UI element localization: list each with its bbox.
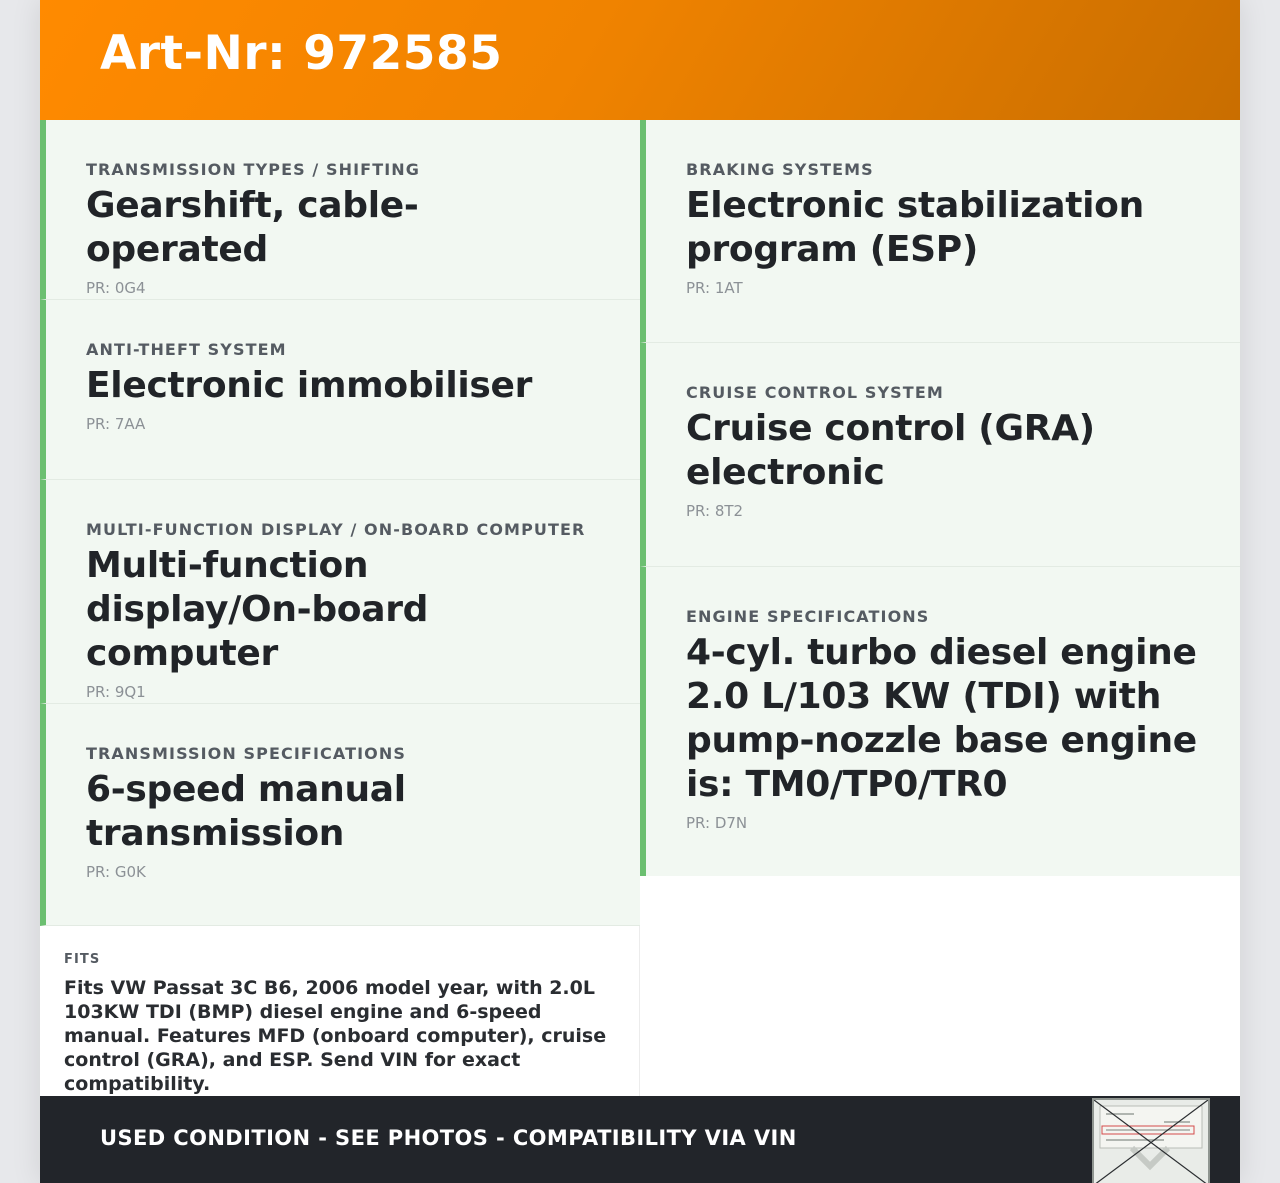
label-photo-icon (1094, 1100, 1208, 1183)
spec-title: 4-cyl. turbo diesel engine 2.0 L/103 KW (TDI) with pump-nozzle base engine is: TM0/TP0/TR0 (686, 632, 1197, 805)
right-column (640, 120, 1240, 876)
spec-category: ENGINE SPECIFICATIONS (686, 607, 930, 626)
spec-title: 6-speed manual transmission (86, 769, 406, 854)
spec-card-cruise-control (640, 343, 1240, 567)
spec-pr-code: PR: G0K (86, 863, 146, 881)
spec-category: TRANSMISSION SPECIFICATIONS (86, 744, 406, 763)
spec-card-transmission (40, 704, 640, 926)
spec-pr-code: PR: D7N (686, 814, 748, 832)
spec-pr-code: PR: 0G4 (86, 279, 146, 297)
spec-category: MULTI-FUNCTION DISPLAY / ON-BOARD COMPUTER (86, 520, 586, 539)
spec-category: CRUISE CONTROL SYSTEM (686, 383, 944, 402)
spec-title: Gearshift, cable-operated (86, 185, 419, 270)
product-sheet (40, 0, 1240, 1183)
spec-pr-code: PR: 9Q1 (86, 683, 146, 701)
product-photo-thumbnail[interactable] (1092, 1098, 1210, 1183)
spec-title: Cruise control (GRA) electronic (686, 408, 1095, 493)
spec-pr-code: PR: 7AA (86, 415, 146, 433)
fits-label: FITS (64, 952, 101, 967)
spec-title: Multi-function display/On-board computer (86, 545, 429, 674)
spec-card-mfd (40, 480, 640, 704)
footer-notice: USED CONDITION - SEE PHOTOS - COMPATIBILITY VIA VIN (100, 1126, 797, 1150)
spec-card-esp (640, 120, 1240, 343)
footer-bar (40, 1096, 1240, 1183)
spec-category: BRAKING SYSTEMS (686, 160, 874, 179)
spec-pr-code: PR: 8T2 (686, 502, 744, 520)
header-bar (40, 0, 1240, 120)
spec-title: Electronic stabilization program (ESP) (686, 185, 1144, 270)
fits-section (40, 926, 640, 1096)
left-column (40, 120, 640, 926)
spec-card-engine (640, 567, 1240, 876)
spec-title: Electronic immobiliser (86, 365, 533, 406)
article-number: Art-Nr: 972585 (100, 26, 503, 81)
spec-pr-code: PR: 1AT (686, 279, 743, 297)
spec-card-gearshift (40, 120, 640, 300)
spec-card-immobiliser (40, 300, 640, 480)
fits-description: Fits VW Passat 3C B6, 2006 model year, with 2.0L 103KW TDI (BMP) diesel engine and 6-speed manual. Features MFD (onboard computer), cruise control (GRA), and ESP. Send VIN for exact compatibility. (64, 977, 607, 1095)
spec-category: ANTI-THEFT SYSTEM (86, 340, 287, 359)
spec-category: TRANSMISSION TYPES / SHIFTING (86, 160, 421, 179)
